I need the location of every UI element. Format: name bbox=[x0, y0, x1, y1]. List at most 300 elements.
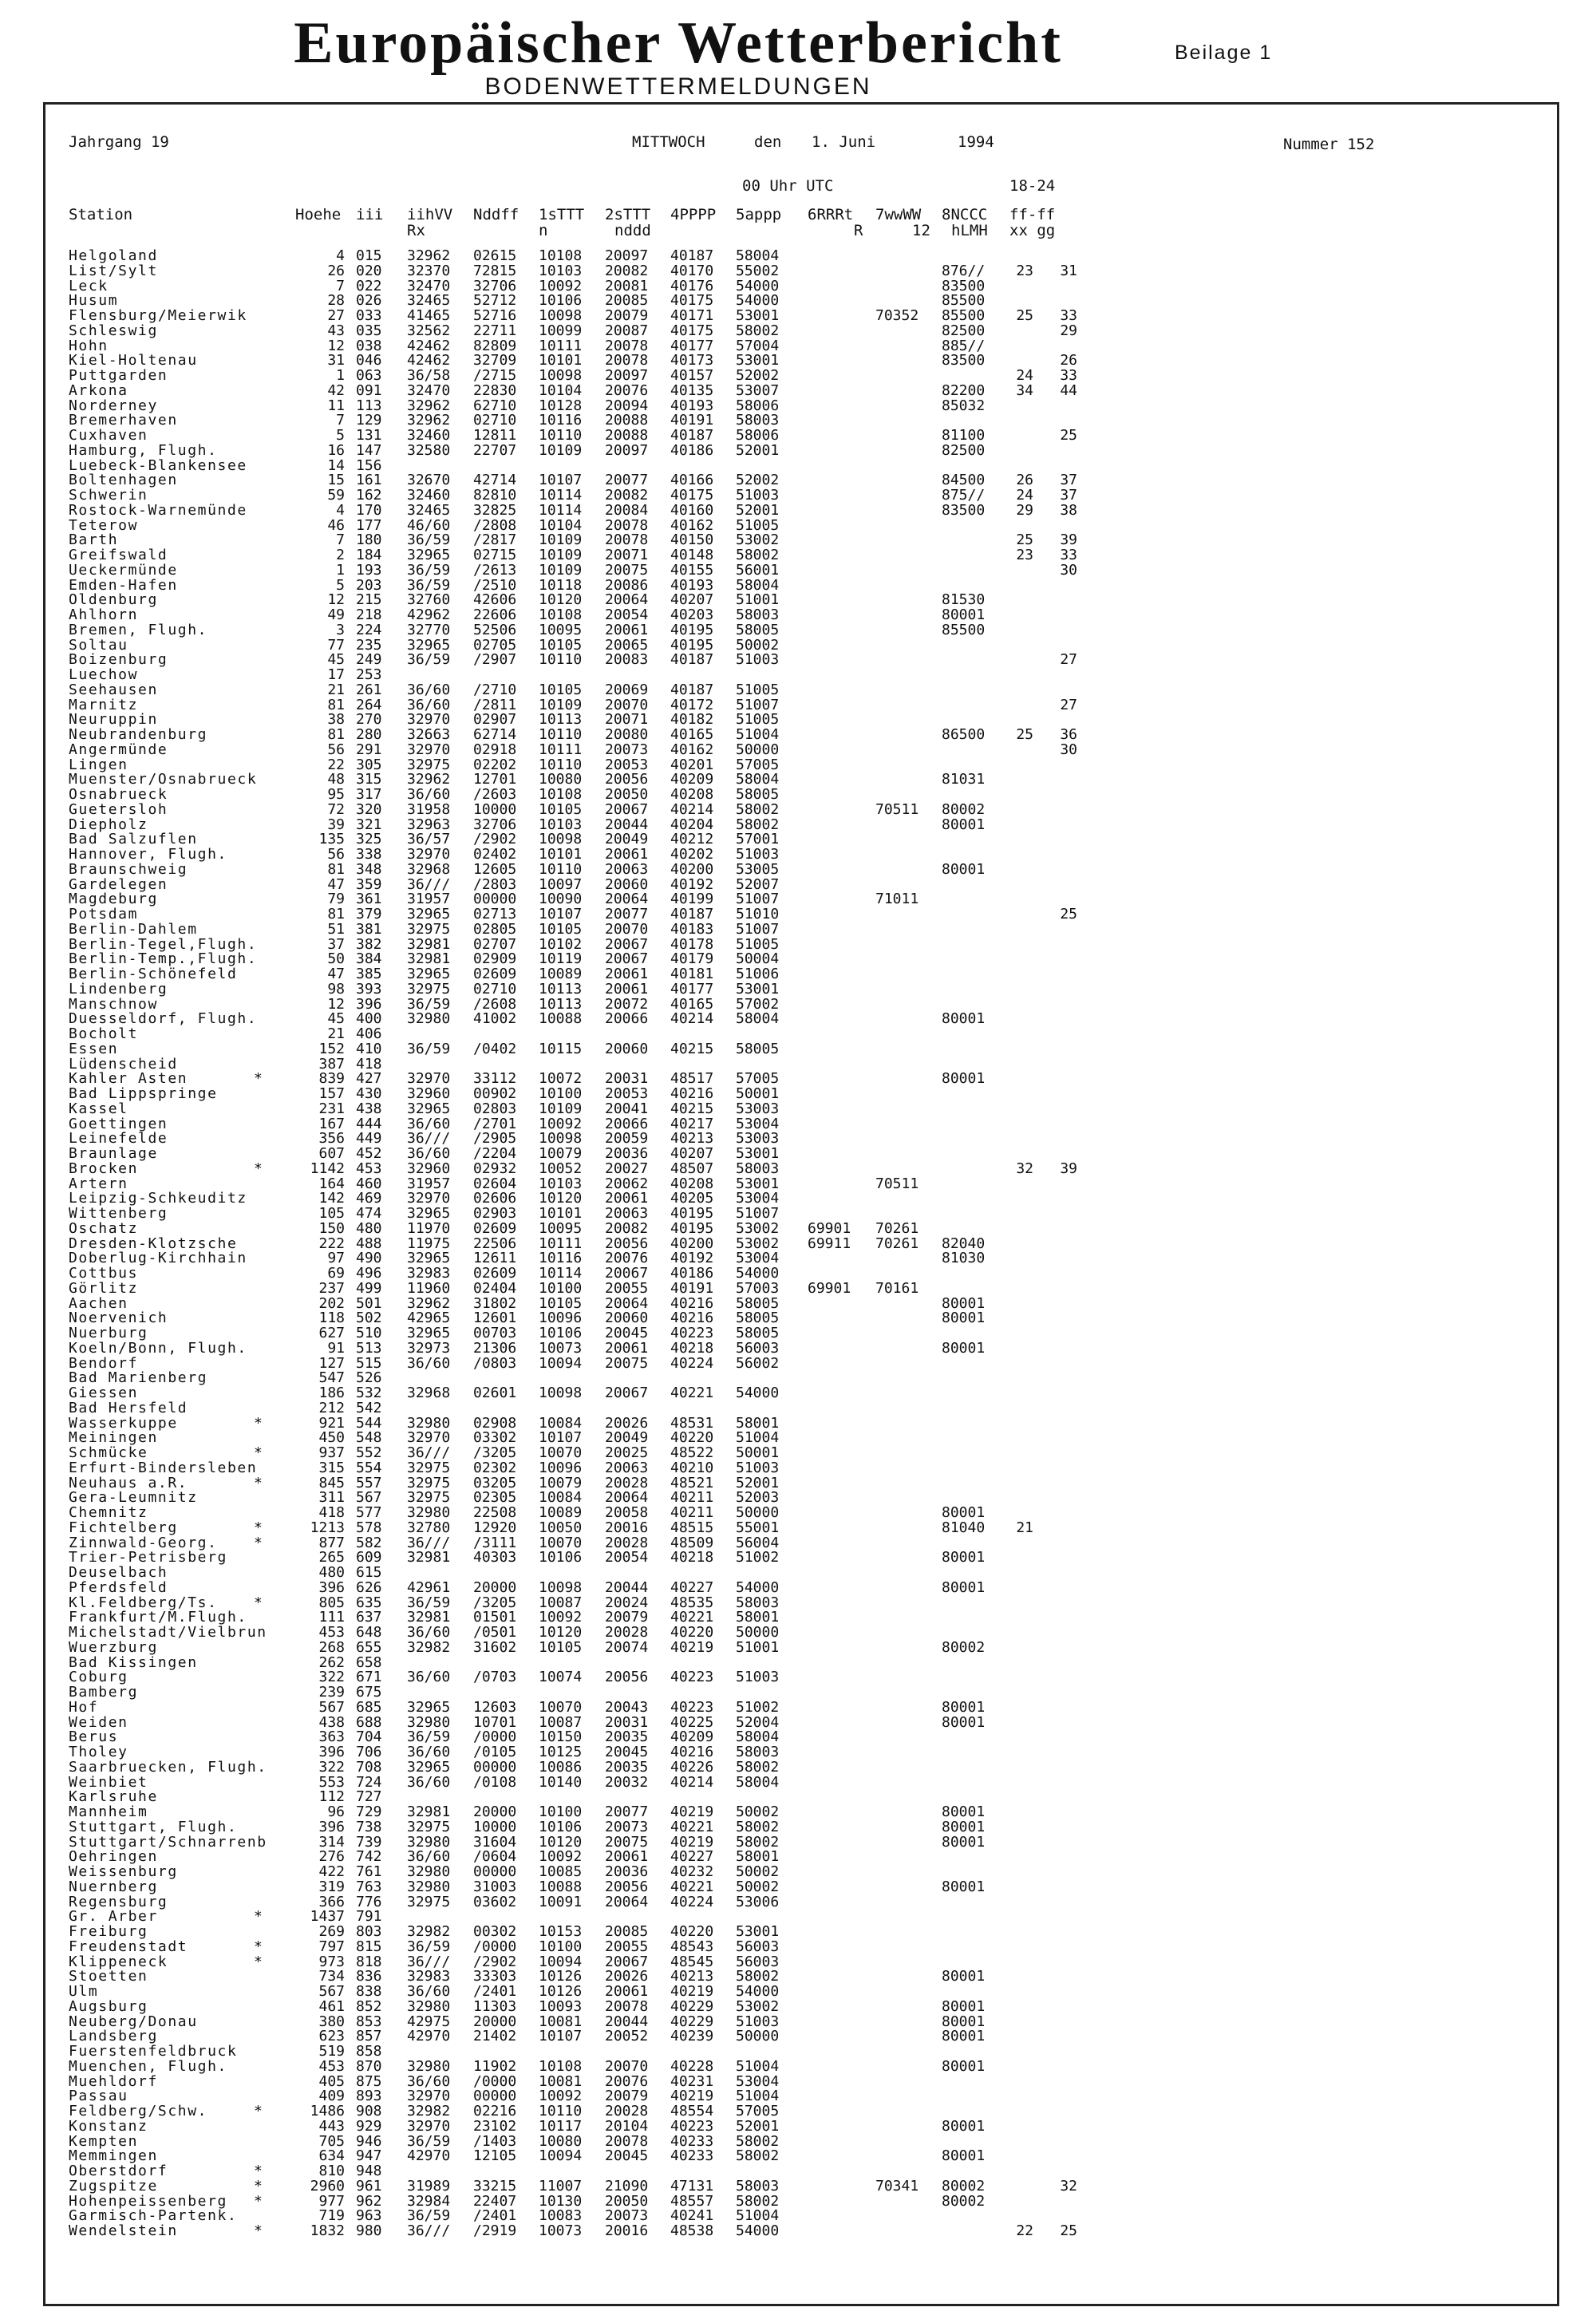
cell-station: Guetersloh bbox=[69, 800, 168, 818]
cell-s1: 10113 bbox=[539, 980, 583, 998]
cell-iihvv: 32980 bbox=[407, 1010, 451, 1028]
cell-iihvv: 32965 bbox=[407, 636, 451, 654]
cell-iii: 738 bbox=[356, 1818, 382, 1835]
cell-iihvv: 32962 bbox=[407, 1294, 451, 1312]
cell-hoehe: 105 bbox=[318, 1205, 345, 1222]
cell-iihvv: 36/59 bbox=[407, 531, 451, 549]
cell-station: Deuselbach bbox=[69, 1564, 168, 1581]
cell-station: Ahlhorn bbox=[69, 606, 139, 623]
cell-nddff: /2905 bbox=[473, 1130, 517, 1148]
cell-iii: 763 bbox=[356, 1878, 382, 1895]
cell-station: Husum bbox=[69, 292, 119, 310]
cell-hoehe: 26 bbox=[327, 262, 345, 279]
cell-fx: 22 bbox=[1016, 2222, 1033, 2239]
cell-iii: 253 bbox=[356, 666, 382, 683]
cell-p5: 51003 bbox=[736, 1669, 780, 1686]
cell-p5: 53001 bbox=[736, 980, 780, 998]
cell-iihvv: 32965 bbox=[407, 1325, 451, 1341]
cell-hoehe: 97 bbox=[327, 1250, 345, 1267]
cell-p5: 51002 bbox=[736, 1549, 780, 1566]
cell-hoehe: 450 bbox=[318, 1429, 345, 1447]
cell-nddff: 00703 bbox=[473, 1325, 517, 1341]
cell-hoehe: 46 bbox=[327, 516, 345, 534]
table-row bbox=[0, 1476, 1596, 1491]
cell-nddff: 22606 bbox=[473, 606, 517, 623]
cell-p4: 40218 bbox=[670, 1339, 714, 1357]
cell-hoehe: 2960 bbox=[310, 2177, 345, 2195]
cell-iii: 582 bbox=[356, 1534, 382, 1551]
cell-iii: 962 bbox=[356, 2192, 382, 2210]
cell-iihvv: 36/60 bbox=[407, 681, 451, 698]
cell-hoehe: 12 bbox=[327, 995, 345, 1013]
cell-n8: 81040 bbox=[942, 1519, 986, 1536]
cell-nddff: 32825 bbox=[473, 501, 517, 519]
cell-p4: 40219 bbox=[670, 2088, 714, 2105]
cell-hoehe: 705 bbox=[318, 2132, 345, 2150]
table-row bbox=[0, 1626, 1596, 1641]
cell-iihvv: 32965 bbox=[407, 1205, 451, 1222]
cell-hoehe: 877 bbox=[318, 1534, 345, 1551]
cell-p5: 56001 bbox=[736, 561, 780, 579]
cell-s2: 20064 bbox=[605, 1294, 649, 1312]
cell-iii: 385 bbox=[356, 966, 382, 982]
cell-p5: 50002 bbox=[736, 1863, 780, 1880]
cell-s2: 20075 bbox=[605, 561, 649, 579]
cell-iii: 552 bbox=[356, 1444, 382, 1461]
cell-iii: 325 bbox=[356, 831, 382, 848]
cell-hoehe: 15 bbox=[327, 472, 345, 489]
cell-station: Braunschweig bbox=[69, 860, 188, 878]
table-row bbox=[0, 264, 1596, 279]
cell-s2: 20031 bbox=[605, 1070, 649, 1088]
cell-s2: 20045 bbox=[605, 1325, 649, 1341]
cell-s2: 20067 bbox=[605, 935, 649, 953]
cell-n8: 86500 bbox=[942, 726, 986, 743]
cell-s2: 20082 bbox=[605, 487, 649, 504]
cell-p4: 40173 bbox=[670, 352, 714, 369]
cell-iihvv: 32470 bbox=[407, 277, 451, 294]
cell-station: Neuhaus a.R. bbox=[69, 1474, 188, 1491]
cell-n8: 85500 bbox=[942, 307, 986, 324]
cell-p4: 40200 bbox=[670, 1235, 714, 1252]
cell-p4: 40192 bbox=[670, 875, 714, 893]
cell-p4: 48507 bbox=[670, 1159, 714, 1177]
cell-station: Bendorf bbox=[69, 1354, 139, 1372]
cell-fx: 21 bbox=[1016, 1519, 1033, 1536]
cell-station: Garmisch-Partenk. bbox=[69, 2207, 238, 2225]
cell-s2: 20065 bbox=[605, 636, 649, 654]
cell-n8: 876// bbox=[942, 262, 986, 279]
cell-station: Stuttgart, Flugh. bbox=[69, 1818, 238, 1835]
table-row bbox=[0, 1773, 1596, 1791]
cell-s2: 20063 bbox=[605, 860, 649, 878]
col-4pppp: 4PPPP bbox=[670, 206, 717, 223]
cell-iihvv: 32975 bbox=[407, 1474, 451, 1491]
cell-iihvv: 32975 bbox=[407, 1818, 451, 1835]
cell-iii: 776 bbox=[356, 1893, 382, 1910]
cell-p4: 48554 bbox=[670, 2103, 714, 2119]
table-row bbox=[0, 309, 1596, 324]
table-row bbox=[0, 2044, 1596, 2060]
table-row bbox=[0, 728, 1596, 743]
cell-p4: 40232 bbox=[670, 1863, 714, 1880]
cell-n8: 80001 bbox=[942, 2147, 986, 2165]
cell-hoehe: 567 bbox=[318, 1698, 345, 1716]
cell-nddff: 21306 bbox=[473, 1339, 517, 1357]
cell-hoehe: 921 bbox=[318, 1414, 345, 1432]
cell-p4: 40220 bbox=[670, 1429, 714, 1447]
cell-station: Goettingen bbox=[69, 1115, 168, 1132]
cell-station: Muenchen, Flugh. bbox=[69, 2057, 227, 2075]
table-row bbox=[0, 381, 1596, 399]
cell-station: Berus bbox=[69, 1728, 119, 1746]
cell-n8: 80001 bbox=[942, 1070, 986, 1088]
cell-hoehe: 50 bbox=[327, 950, 345, 968]
cell-p4: 40171 bbox=[670, 307, 714, 324]
cell-n8: 81530 bbox=[942, 591, 986, 609]
cell-iihvv: 32460 bbox=[407, 427, 451, 444]
col-2sttt: 2sTTT bbox=[605, 206, 651, 223]
cell-station: Erfurt-Bindersleben bbox=[69, 1459, 258, 1476]
cell-nddff: 22506 bbox=[473, 1235, 517, 1252]
cell-nddff: 02805 bbox=[473, 920, 517, 938]
cell-nddff: /2817 bbox=[473, 531, 517, 549]
cell-fx: 32 bbox=[1016, 1159, 1033, 1177]
cell-station: Stuttgart/Schnarrenb bbox=[69, 1833, 267, 1851]
cell-n8: 82500 bbox=[942, 441, 986, 459]
table-row bbox=[0, 1087, 1596, 1102]
cell-p4: 40202 bbox=[670, 846, 714, 863]
cell-p5: 58004 bbox=[736, 1773, 780, 1791]
cell-p4: 40208 bbox=[670, 786, 714, 803]
cell-iihvv: 36/// bbox=[407, 1444, 451, 1461]
cell-iii: 270 bbox=[356, 711, 382, 729]
table-row bbox=[0, 1266, 1596, 1282]
table-row bbox=[0, 668, 1596, 683]
cell-s1: 10079 bbox=[539, 1474, 583, 1491]
cell-s2: 20064 bbox=[605, 1893, 649, 1910]
cell-p4: 40160 bbox=[670, 501, 714, 519]
cell-nddff: /0108 bbox=[473, 1773, 517, 1791]
table-row bbox=[0, 2057, 1596, 2075]
cell-p5: 52002 bbox=[736, 367, 780, 384]
cell-station: Norderney bbox=[69, 397, 158, 414]
table-row bbox=[0, 1294, 1596, 1312]
cell-s2: 20061 bbox=[605, 1190, 649, 1207]
cell-s1: 10095 bbox=[539, 1219, 583, 1237]
cell-station: Tholey bbox=[69, 1744, 128, 1760]
cell-nddff: 02907 bbox=[473, 711, 517, 729]
table-row bbox=[0, 1012, 1596, 1027]
cell-station: Marnitz bbox=[69, 696, 139, 713]
cell-s1: 10094 bbox=[539, 1953, 583, 1970]
cell-station: Landsberg bbox=[69, 2028, 158, 2045]
cell-iihvv: 36/// bbox=[407, 875, 451, 893]
cell-s1: 10113 bbox=[539, 995, 583, 1013]
cell-station: Wuerzburg bbox=[69, 1638, 158, 1656]
cell-iii: 131 bbox=[356, 427, 382, 444]
cell-star: * bbox=[254, 1519, 263, 1536]
col-ffff-sub: xx gg bbox=[1009, 222, 1056, 239]
cell-station: Saarbruecken, Flugh. bbox=[69, 1758, 267, 1776]
cell-p5: 51004 bbox=[736, 2207, 780, 2225]
cell-s2: 20061 bbox=[605, 1983, 649, 2000]
cell-iii: 161 bbox=[356, 472, 382, 489]
cell-p5: 50000 bbox=[736, 2028, 780, 2045]
col-5appp: 5appp bbox=[736, 206, 782, 223]
cell-hoehe: 405 bbox=[318, 2072, 345, 2090]
cell-p4: 40181 bbox=[670, 966, 714, 982]
cell-s1: 10087 bbox=[539, 1594, 583, 1611]
cell-nddff: 02710 bbox=[473, 980, 517, 998]
cell-hoehe: 12 bbox=[327, 591, 345, 609]
cell-n8: 84500 bbox=[942, 472, 986, 489]
cell-s2: 20072 bbox=[605, 995, 649, 1013]
cell-nddff: /3205 bbox=[473, 1594, 517, 1611]
table-row bbox=[0, 548, 1596, 563]
cell-hoehe: 719 bbox=[318, 2207, 345, 2225]
cell-p5: 53001 bbox=[736, 307, 780, 324]
cell-s2: 20073 bbox=[605, 2207, 649, 2225]
cell-iihvv: 32984 bbox=[407, 2192, 451, 2210]
cell-hoehe: 14 bbox=[327, 456, 345, 474]
cell-s2: 20078 bbox=[605, 516, 649, 534]
cell-fg: 39 bbox=[1060, 531, 1077, 549]
cell-iihvv: 42962 bbox=[407, 606, 451, 623]
cell-p4: 40213 bbox=[670, 1130, 714, 1148]
cell-iii: 020 bbox=[356, 262, 382, 279]
table-row bbox=[0, 1997, 1596, 2015]
cell-iihvv: 32975 bbox=[407, 1893, 451, 1910]
table-row bbox=[0, 1940, 1596, 1955]
cell-station: Artern bbox=[69, 1175, 128, 1192]
cell-fg: 25 bbox=[1060, 906, 1077, 922]
cell-p5: 58002 bbox=[736, 1968, 780, 1985]
table-row bbox=[0, 1326, 1596, 1341]
cell-iii: 091 bbox=[356, 381, 382, 399]
cell-iihvv: 32980 bbox=[407, 1414, 451, 1432]
cell-station: Lindenberg bbox=[69, 980, 168, 998]
cell-iii: 026 bbox=[356, 292, 382, 310]
cell-iii: 948 bbox=[356, 2163, 382, 2179]
table-row bbox=[0, 576, 1596, 594]
cell-iii: 852 bbox=[356, 1997, 382, 2015]
cell-hoehe: 7 bbox=[336, 531, 345, 549]
cell-s1: 10098 bbox=[539, 307, 583, 324]
cell-s1: 10105 bbox=[539, 636, 583, 654]
cell-iihvv: 32962 bbox=[407, 397, 451, 414]
cell-s1: 10108 bbox=[539, 606, 583, 623]
cell-s1: 10120 bbox=[539, 1624, 583, 1641]
cell-iii: 685 bbox=[356, 1698, 382, 1716]
cell-station: Hamburg, Flugh. bbox=[69, 441, 218, 459]
cell-iihvv: 32980 bbox=[407, 1878, 451, 1895]
cell-n8: 80001 bbox=[942, 1310, 986, 1327]
cell-n8: 80001 bbox=[942, 2057, 986, 2075]
cell-p5: 53004 bbox=[736, 1115, 780, 1132]
cell-n8: 80001 bbox=[942, 1010, 986, 1028]
utc-time: 00 Uhr UTC bbox=[742, 177, 834, 195]
cell-station: Muehldorf bbox=[69, 2072, 158, 2090]
cell-p5: 50001 bbox=[736, 1085, 780, 1102]
cell-r6: 69901 bbox=[808, 1219, 851, 1237]
cell-p4: 40214 bbox=[670, 800, 714, 818]
cell-p5: 57005 bbox=[736, 2103, 780, 2119]
cell-iii: 513 bbox=[356, 1339, 382, 1357]
cell-station: Görlitz bbox=[69, 1279, 139, 1297]
cell-w7: 70261 bbox=[875, 1235, 919, 1252]
cell-station: Doberlug-Kirchhain bbox=[69, 1250, 247, 1267]
cell-s2: 20025 bbox=[605, 1444, 649, 1461]
cell-p4: 48543 bbox=[670, 1938, 714, 1955]
cell-s2: 20082 bbox=[605, 1219, 649, 1237]
cell-hoehe: 150 bbox=[318, 1219, 345, 1237]
table-row bbox=[0, 1147, 1596, 1162]
cell-station: Regensburg bbox=[69, 1893, 168, 1910]
cell-p5: 53002 bbox=[736, 1235, 780, 1252]
cell-fx: 25 bbox=[1016, 531, 1033, 549]
cell-s2: 20084 bbox=[605, 501, 649, 519]
cell-s1: 10097 bbox=[539, 875, 583, 893]
cell-star: * bbox=[254, 2192, 263, 2210]
table-row bbox=[0, 713, 1596, 728]
cell-station: Aachen bbox=[69, 1294, 128, 1312]
cell-hoehe: 45 bbox=[327, 1010, 345, 1028]
cell-hoehe: 623 bbox=[318, 2028, 345, 2045]
cell-station: Bremen, Flugh. bbox=[69, 621, 208, 638]
cell-p4: 40229 bbox=[670, 1997, 714, 2015]
cell-p4: 40204 bbox=[670, 816, 714, 833]
cell-nddff: 02715 bbox=[473, 547, 517, 563]
cell-n8: 875// bbox=[942, 487, 986, 504]
cell-p5: 56003 bbox=[736, 1953, 780, 1970]
cell-s1: 10088 bbox=[539, 1878, 583, 1895]
cell-s1: 10117 bbox=[539, 2117, 583, 2135]
cell-station: Kl.Feldberg/Ts. bbox=[69, 1594, 218, 1611]
cell-s2: 20078 bbox=[605, 352, 649, 369]
cell-iihvv: 11960 bbox=[407, 1279, 451, 1297]
report-subtitle: BODENWETTERMELDUNGEN bbox=[484, 73, 872, 100]
col-station: Station bbox=[69, 206, 133, 223]
cell-p4: 40211 bbox=[670, 1489, 714, 1507]
cell-iii: 046 bbox=[356, 352, 382, 369]
cell-hoehe: 396 bbox=[318, 1744, 345, 1760]
cell-station: Neuruppin bbox=[69, 711, 158, 729]
cell-p4: 40233 bbox=[670, 2132, 714, 2150]
cell-s1: 10105 bbox=[539, 800, 583, 818]
cell-p5: 57005 bbox=[736, 756, 780, 773]
cell-p5: 51005 bbox=[736, 711, 780, 729]
cell-nddff: /2401 bbox=[473, 1983, 517, 2000]
station-table bbox=[0, 249, 1596, 2239]
cell-station: Weissenburg bbox=[69, 1863, 178, 1880]
cell-nddff: 00000 bbox=[473, 1758, 517, 1776]
cell-nddff: 20000 bbox=[473, 1578, 517, 1596]
cell-station: Ulm bbox=[69, 1983, 99, 2000]
cell-s1: 10115 bbox=[539, 1040, 583, 1057]
cell-s2: 20049 bbox=[605, 831, 649, 848]
table-row bbox=[0, 860, 1596, 878]
cell-s2: 20061 bbox=[605, 621, 649, 638]
table-row bbox=[0, 1416, 1596, 1432]
cell-s1: 10114 bbox=[539, 501, 583, 519]
cell-iii: 449 bbox=[356, 1130, 382, 1148]
cell-hoehe: 239 bbox=[318, 1684, 345, 1701]
cell-s2: 20080 bbox=[605, 726, 649, 743]
cell-hoehe: 11 bbox=[327, 397, 345, 414]
cell-p5: 58003 bbox=[736, 1159, 780, 1177]
cell-s1: 10088 bbox=[539, 1010, 583, 1028]
cell-s2: 20061 bbox=[605, 1339, 649, 1357]
cell-iihvv: 32970 bbox=[407, 1429, 451, 1447]
cell-s2: 20097 bbox=[605, 367, 649, 384]
cell-hoehe: 311 bbox=[318, 1489, 345, 1507]
cell-iii: 946 bbox=[356, 2132, 382, 2150]
cell-s2: 20028 bbox=[605, 2103, 649, 2119]
cell-p4: 40187 bbox=[670, 651, 714, 669]
cell-hoehe: 7 bbox=[336, 277, 345, 294]
cell-s1: 10096 bbox=[539, 1310, 583, 1327]
cell-p5: 58003 bbox=[736, 2177, 780, 2195]
cell-s1: 10105 bbox=[539, 681, 583, 698]
cell-p5: 58002 bbox=[736, 800, 780, 818]
cell-s2: 20028 bbox=[605, 1474, 649, 1491]
table-row bbox=[0, 2224, 1596, 2239]
cell-p5: 50000 bbox=[736, 1504, 780, 1521]
cell-star: * bbox=[254, 1474, 263, 1491]
cell-nddff: 12701 bbox=[473, 771, 517, 788]
table-row bbox=[0, 1506, 1596, 1521]
cell-s1: 10103 bbox=[539, 816, 583, 833]
cell-s2: 20083 bbox=[605, 651, 649, 669]
cell-iihvv: 32760 bbox=[407, 591, 451, 609]
cell-iihvv: 36/59 bbox=[407, 995, 451, 1013]
cell-iii: 382 bbox=[356, 935, 382, 953]
cell-nddff: 52716 bbox=[473, 307, 517, 324]
cell-nddff: /2701 bbox=[473, 1115, 517, 1132]
cell-p4: 40211 bbox=[670, 1504, 714, 1521]
cell-s1: 10050 bbox=[539, 1519, 583, 1536]
cell-p5: 54000 bbox=[736, 1385, 780, 1401]
cell-station: Stoetten bbox=[69, 1968, 148, 1985]
cell-p5: 51001 bbox=[736, 591, 780, 609]
cell-p5: 56004 bbox=[736, 1534, 780, 1551]
table-row bbox=[0, 441, 1596, 459]
cell-s2: 20067 bbox=[605, 950, 649, 968]
cell-iii: 761 bbox=[356, 1863, 382, 1880]
cell-p4: 40175 bbox=[670, 487, 714, 504]
table-row bbox=[0, 2149, 1596, 2164]
cell-iihvv: 32975 bbox=[407, 920, 451, 938]
cell-station: Brocken bbox=[69, 1159, 139, 1177]
cell-p5: 51005 bbox=[736, 516, 780, 534]
cell-s2: 20079 bbox=[605, 2088, 649, 2105]
table-row bbox=[0, 413, 1596, 429]
col-iii: iii bbox=[356, 206, 384, 223]
cell-station: Kahler Asten bbox=[69, 1070, 188, 1088]
cell-hoehe: 797 bbox=[318, 1938, 345, 1955]
cell-fx: 25 bbox=[1016, 307, 1033, 324]
cell-iii: 637 bbox=[356, 1609, 382, 1626]
cell-hoehe: 157 bbox=[318, 1085, 345, 1102]
cell-station: Frankfurt/M.Flugh. bbox=[69, 1609, 247, 1626]
cell-iii: 348 bbox=[356, 860, 382, 878]
cell-nddff: /2902 bbox=[473, 831, 517, 848]
cell-station: Koeln/Bonn, Flugh. bbox=[69, 1339, 247, 1357]
cell-n8: 85500 bbox=[942, 621, 986, 638]
table-row bbox=[0, 922, 1596, 938]
cell-p5: 58002 bbox=[736, 547, 780, 563]
